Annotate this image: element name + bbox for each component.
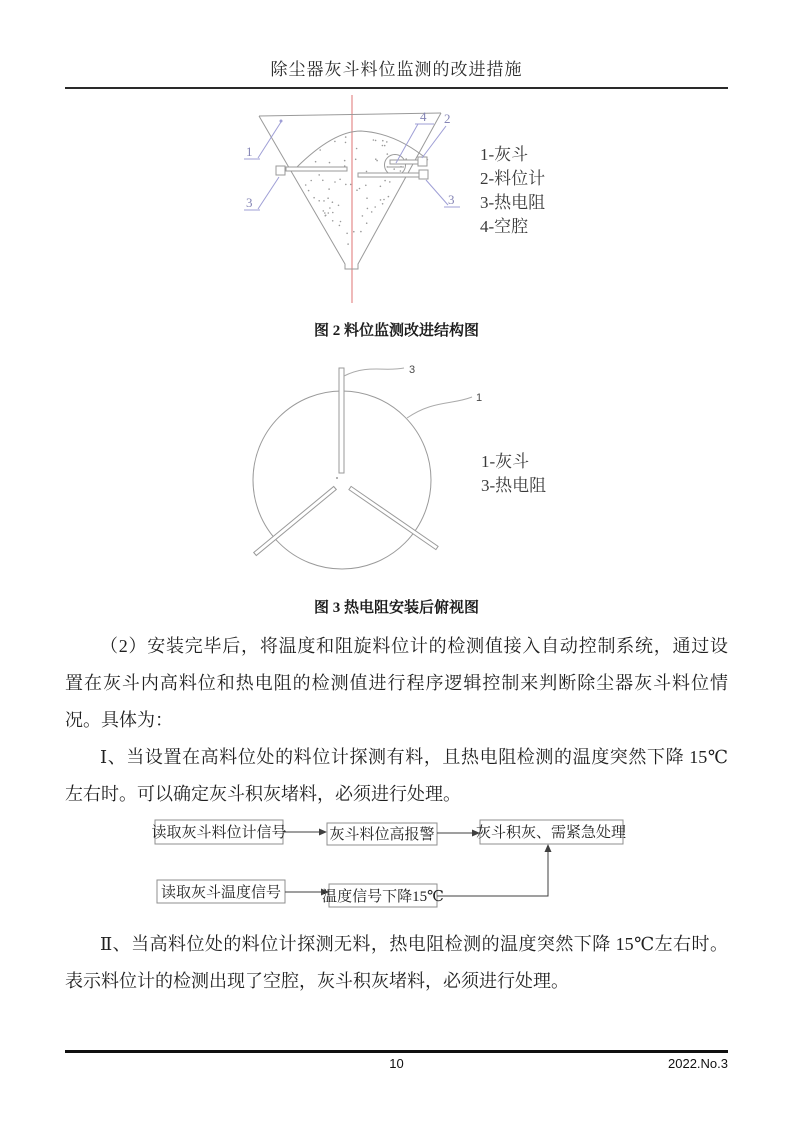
figure3-label-1: 1 [476,392,483,404]
ash-dot [319,149,321,151]
issue-number: 2022.No.3 [668,1056,728,1071]
ash-dot [332,220,334,222]
legend-item: 3-热电阻 [480,193,546,212]
ash-dot [345,184,347,186]
ash-dot [329,207,331,209]
ash-dot [384,145,386,147]
figure3-legend [481,450,546,498]
header-rule [65,87,728,89]
label4-leader [396,124,418,163]
paragraph-roman-2 [65,926,728,1000]
ash-dot [387,166,389,168]
figure2-label-3-left: 3 [246,195,253,210]
ash-dot [323,200,325,202]
thermocouple-rod-bottom-left [254,487,337,556]
legend-item: 1-灰斗 [480,145,529,164]
figure2-legend [480,143,545,239]
ash-dot [355,159,357,161]
ash-dot [310,180,312,182]
thermocouple-rod-left [286,167,347,171]
hopper-top-edge [259,113,441,116]
ash-dot [318,174,320,176]
label3a-leader [258,177,279,209]
ash-dot [366,197,368,199]
center-mark [336,477,338,479]
ash-dot [393,168,395,170]
ash-dot [332,212,334,214]
label1-leader [258,122,281,158]
ash-dot [338,205,340,207]
flow-arrowhead [319,829,327,836]
ash-dot [359,188,361,190]
ash-dot [382,145,384,147]
ash-dot [374,206,376,208]
paragraph-roman-1 [65,739,728,813]
ash-dot [380,186,382,188]
body-line: 表示料位计的检测出现了空腔，灰斗积灰堵料，必须进行处理。 [65,971,569,991]
flow-box-temp-drop-label: 温度信号下降15℃ [322,889,444,905]
ash-dot [360,231,362,233]
ash-dot [322,180,324,182]
ash-dot [327,197,329,199]
ash-dot [388,196,390,198]
ash-dot [332,201,334,203]
ash-dot [308,190,310,192]
ash-dot [315,161,317,163]
ash-dot [313,197,315,199]
figure2-label-2: 2 [444,111,451,126]
thermocouple-mount-right [419,170,428,179]
ash-dot [382,140,384,142]
ash-dot [329,162,331,164]
ash-dot [382,203,384,205]
ash-dot [386,141,388,143]
ash-dot [371,211,373,213]
ash-dot [350,184,352,186]
cavity-circle [385,155,406,176]
legend-item: 4-空腔 [480,217,529,236]
flow-connector [437,851,548,896]
ash-dot [376,160,378,162]
ash-dot [340,221,342,223]
ash-dot [375,140,377,142]
body-line: Ⅰ、当设置在高料位处的料位计探测有料，且热电阻检测的温度突然下降 15℃ [100,747,728,767]
ash-dot [323,210,325,212]
body-line: 左右时。可以确定灰斗积灰堵料，必须进行处理。 [65,784,461,804]
ash-dot [334,141,336,143]
legend-item: 2-料位计 [480,169,546,188]
ash-dot [347,243,349,245]
thermocouple-rod-top [339,368,344,473]
ash-texture-dots [301,136,407,245]
legend-item: 3-热电阻 [481,476,547,495]
ash-dot [356,148,358,150]
label1-dot [280,120,283,123]
ash-dot [362,215,364,217]
figure3-caption: 图 3 热电阻安装后俯视图 [313,600,479,616]
figure2-label-4: 4 [420,109,427,124]
ash-dot [325,215,327,217]
flow-box-high-alarm-label: 灰斗料位高报警 [329,827,435,843]
thermocouple-rod-bottom-right [349,486,438,549]
figure2-label-1: 1 [246,144,253,159]
logic-flowchart [140,812,685,912]
ash-dot [356,189,358,191]
ash-dot [339,179,341,181]
figure3-label3-leader [344,368,404,376]
ash-dot [367,208,369,210]
flow-arrowhead-up [545,844,552,852]
ash-dot [375,158,377,160]
body-line: 况。具体为： [65,710,173,730]
flow-box-read-level-label: 读取灰斗料位计信号 [151,825,287,841]
ash-dot [305,184,307,186]
ash-dot [346,233,348,235]
ash-dot [365,185,367,187]
ash-dot [353,231,355,233]
ash-dot [384,180,386,182]
page-title: 除尘器灰斗料位监测的改进措施 [270,60,523,79]
paragraph-2 [65,628,728,739]
figure3-label-3: 3 [409,364,416,376]
hopper-walls [259,113,441,269]
flow-box-urgent-label: 灰斗积灰、需紧急处理 [475,825,627,841]
ash-dot [366,222,368,224]
body-line: Ⅱ、当高料位处的料位计探测无料，热电阻检测的温度突然下降 15℃左右时。 [100,934,728,954]
body-line: （2）安装完毕后，将温度和阻旋料位计的检测值接入自动控制系统，通过设 [100,636,728,656]
ash-dot [345,136,347,138]
ash-dot [366,171,368,173]
ash-dot [318,200,320,202]
level-gauge-mount [418,157,427,166]
ash-dot [334,181,336,183]
ash-dot [324,212,326,214]
body-line: 置在灰斗内高料位和热电阻的检测值进行程序逻辑控制来判断除尘器灰斗料位情 [65,673,728,693]
figure2-caption: 图 2 料位监测改进结构图 [313,323,479,339]
level-gauge-rod [390,160,418,164]
label3b-leader [426,180,448,205]
legend-item: 1-灰斗 [481,452,530,471]
ash-dot [345,142,347,144]
ash-dot [380,199,382,201]
ash-dot [339,225,341,227]
ash-dot [328,188,330,190]
ash-dot [328,212,330,214]
figure2-label-3-right: 3 [448,192,455,207]
ash-dot [400,170,402,172]
page-number: 10 [389,1056,404,1071]
footer-rule [65,1050,728,1053]
ash-dot [387,153,389,155]
ash-dot [344,160,346,162]
thermocouple-mount-left [276,166,285,175]
thermocouple-rod-right [358,173,419,177]
ash-dot [383,199,385,201]
figure3-label1-leader [407,397,472,418]
ash-dot [389,181,391,183]
ash-dot [373,139,375,141]
flow-box-read-temp-label: 读取灰斗温度信号 [160,885,282,901]
